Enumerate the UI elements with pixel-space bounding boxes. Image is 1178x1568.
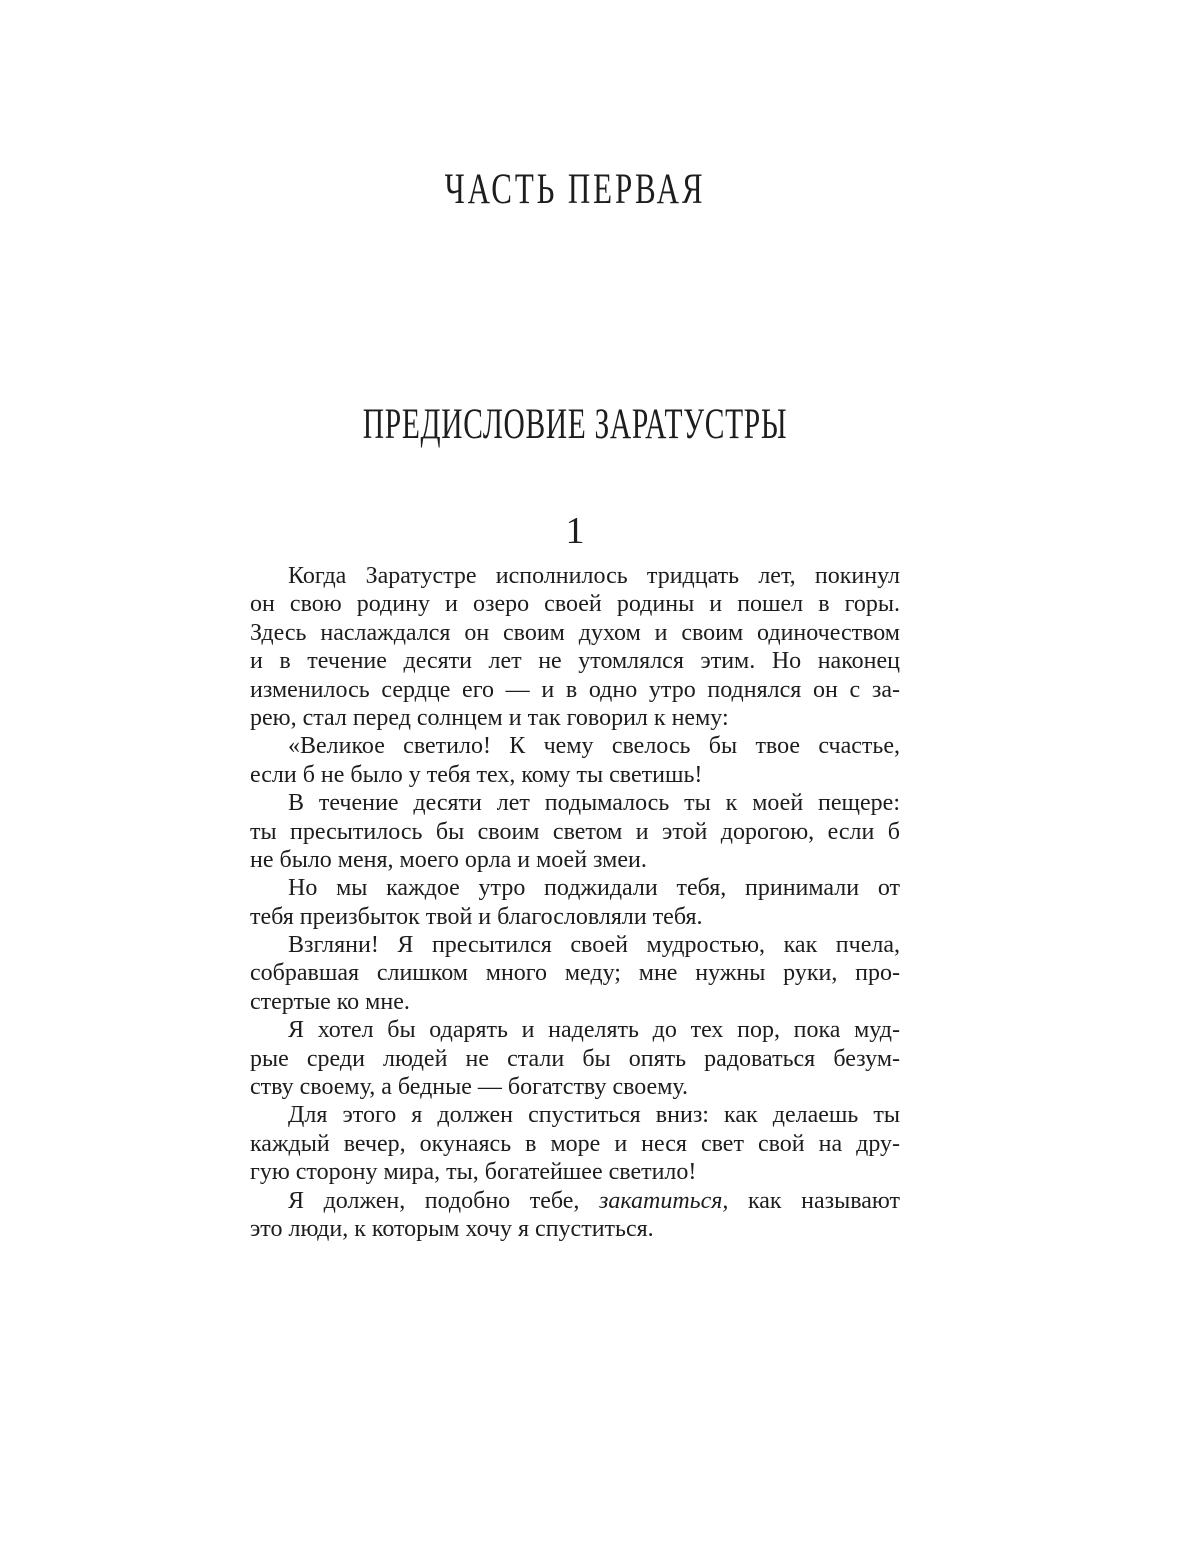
text-line: если б не было у тебя тех, кому ты светишь!: [250, 761, 703, 788]
part-title: ЧАСТЬ ПЕРВАЯ: [444, 166, 706, 213]
text-line: «Великое светило! К чему свелось бы твое счастье,: [288, 733, 900, 760]
text-line: ты пресытилось бы своим светом и этой дорогою, если б: [250, 818, 900, 845]
text-line: Когда Заратустре исполнилось тридцать лет, покинул: [288, 563, 900, 589]
text-line: и в течение десяти лет не утомлялся этим. Но наконец: [250, 648, 900, 675]
text-line: Здесь наслаждался он своим духом и своим одиночеством: [250, 619, 900, 646]
text-line: тебя преизбыток твой и благословляли тебя.: [250, 903, 703, 930]
text-line: собравшая слишком много меду; мне нужны руки, про-: [250, 960, 900, 987]
chapter-title: ПРЕДИСЛОВИЕ ЗАРАТУСТРЫ: [362, 401, 788, 448]
body-text: [250, 562, 900, 1243]
text-line: В течение десяти лет подымалось ты к моей пещере:: [288, 790, 900, 817]
text-line: рые среди людей не стали бы опять радоваться безум-: [250, 1045, 900, 1072]
text-line: это люди, к которым хочу я спуститься.: [250, 1215, 654, 1242]
text-line: каждый вечер, окунаясь в море и неся свет свой на дру-: [250, 1130, 900, 1157]
section-number: 1: [565, 510, 585, 552]
text-line: стертые ко мне.: [250, 988, 410, 1015]
text-line: Я должен, подобно тебе, закатиться, как называют: [288, 1187, 900, 1214]
text-line: Для этого я должен спуститься вниз: как делаешь ты: [288, 1102, 900, 1129]
text-line: Я хотел бы одарять и наделять до тех пор, пока муд-: [288, 1017, 900, 1044]
text-line: не было меня, моего орла и моей змеи.: [250, 846, 647, 873]
text-line: рею, стал перед солнцем и так говорил к нему:: [250, 704, 729, 731]
text-line: изменилось сердце его — и в одно утро поднялся он с за-: [250, 676, 900, 703]
text-line: гую сторону мира, ты, богатейшее светило!: [250, 1159, 697, 1186]
text-line: он свою родину и озеро своей родины и пошел в горы.: [250, 591, 900, 618]
text-line: Но мы каждое утро поджидали тебя, принимали от: [288, 875, 900, 902]
text-line: ству своему, а бедные — богатству своему.: [250, 1074, 688, 1101]
text-line: Взгляни! Я пресытился своей мудростью, как пчела,: [288, 932, 900, 959]
